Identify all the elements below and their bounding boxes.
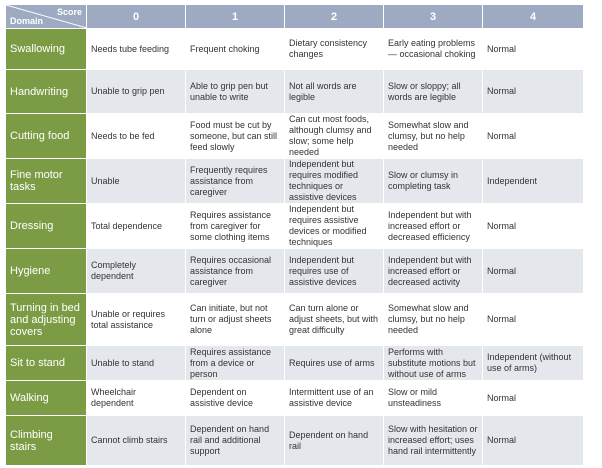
table-cell: Slow or clumsy in completing task	[384, 159, 483, 204]
domain-cell: Handwriting	[6, 70, 87, 114]
table-cell: Independent but with increased effort or decreased efficiency	[384, 204, 483, 249]
scoring-table	[5, 4, 584, 466]
table-cell: Requires assistance from caregiver for some clothing items	[186, 204, 285, 249]
table-cell: Food must be cut by someone, but can still feed slowly	[186, 114, 285, 159]
domain-cell: Dressing	[6, 204, 87, 249]
domain-cell: Cutting food	[6, 114, 87, 159]
table-cell: Needs to be fed	[87, 114, 186, 159]
score-header: 1	[186, 5, 285, 29]
table-cell: Needs tube feeding	[87, 29, 186, 70]
domain-cell: Climbing stairs	[6, 416, 87, 466]
table-cell: Independent but requires assistive devices or modified techniques	[285, 204, 384, 249]
table-cell: Unable to stand	[87, 346, 186, 381]
table-cell: Normal	[483, 381, 584, 416]
domain-cell: Sit to stand	[6, 346, 87, 381]
score-header: 3	[384, 5, 483, 29]
score-header: 2	[285, 5, 384, 29]
table-cell: Intermittent use of an assistive device	[285, 381, 384, 416]
table-cell: Normal	[483, 294, 584, 346]
table-cell: Not all words are legible	[285, 70, 384, 114]
table-cell: Frequently requires assistance from caregiver	[186, 159, 285, 204]
table-cell: Dietary consistency changes	[285, 29, 384, 70]
table-cell: Normal	[483, 249, 584, 294]
table-cell: Cannot climb stairs	[87, 416, 186, 466]
table-cell: Independent (without use of arms)	[483, 346, 584, 381]
table-cell: Can turn alone or adjust sheets, but with great difficulty	[285, 294, 384, 346]
table-cell: Unable or requires total assistance	[87, 294, 186, 346]
table-cell: Independent but requires modified techniques or assistive devices	[285, 159, 384, 204]
table-cell: Dependent on hand rail	[285, 416, 384, 466]
table-cell: Requires use of arms	[285, 346, 384, 381]
table-cell: Frequent choking	[186, 29, 285, 70]
table-cell: Dependent on hand rail and additional support	[186, 416, 285, 466]
table-cell: Normal	[483, 416, 584, 466]
table-cell: Somewhat slow and clumsy, but no help needed	[384, 114, 483, 159]
score-label: Score	[56, 7, 82, 17]
table-cell: Normal	[483, 70, 584, 114]
table-row	[6, 381, 584, 416]
table-cell: Dependent on assistive device	[186, 381, 285, 416]
table-cell: Slow with hesitation or increased effort; uses hand rail intermittently	[384, 416, 483, 466]
domain-cell: Hygiene	[6, 249, 87, 294]
table-row	[6, 249, 584, 294]
table-cell: Can initiate, but not turn or adjust sheets alone	[186, 294, 285, 346]
table-cell: Independent but requires use of assistive devices	[285, 249, 384, 294]
table-cell: Able to grip pen but unable to write	[186, 70, 285, 114]
table-cell: Slow or sloppy; all words are legible	[384, 70, 483, 114]
table-row	[6, 70, 584, 114]
table-row	[6, 114, 584, 159]
domain-cell: Fine motor tasks	[6, 159, 87, 204]
table-cell: Performs with substitute motions but without use of arms	[384, 346, 483, 381]
table-cell: Completely dependent	[87, 249, 186, 294]
table-cell: Requires occasional assistance from caregiver	[186, 249, 285, 294]
table-cell: Normal	[483, 204, 584, 249]
table-row	[6, 29, 584, 70]
table-row	[6, 294, 584, 346]
domain-cell: Swallowing	[6, 29, 87, 70]
domain-cell: Walking	[6, 381, 87, 416]
score-header: 4	[483, 5, 584, 29]
corner-header	[6, 5, 87, 29]
table-cell: Early eating problems— occasional choking	[384, 29, 483, 70]
domain-label: Domain	[10, 16, 44, 26]
table-row	[6, 159, 584, 204]
table-cell: Normal	[483, 29, 584, 70]
table-cell: Somewhat slow and clumsy, but no help needed	[384, 294, 483, 346]
table-cell: Normal	[483, 114, 584, 159]
table-cell: Slow or mild unsteadiness	[384, 381, 483, 416]
score-header: 0	[87, 5, 186, 29]
table-row	[6, 416, 584, 466]
domain-cell: Turning in bed and adjusting covers	[6, 294, 87, 346]
table-cell: Can cut most foods, although clumsy and slow; some help needed	[285, 114, 384, 159]
table-cell: Requires assistance from a device or person	[186, 346, 285, 381]
table-cell: Wheelchair dependent	[87, 381, 186, 416]
table-cell: Unable	[87, 159, 186, 204]
table-row	[6, 346, 584, 381]
header-row	[6, 5, 584, 29]
table-row	[6, 204, 584, 249]
table-cell: Independent but with increased effort or decreased activity	[384, 249, 483, 294]
table-cell: Independent	[483, 159, 584, 204]
table-cell: Total dependence	[87, 204, 186, 249]
table-cell: Unable to grip pen	[87, 70, 186, 114]
